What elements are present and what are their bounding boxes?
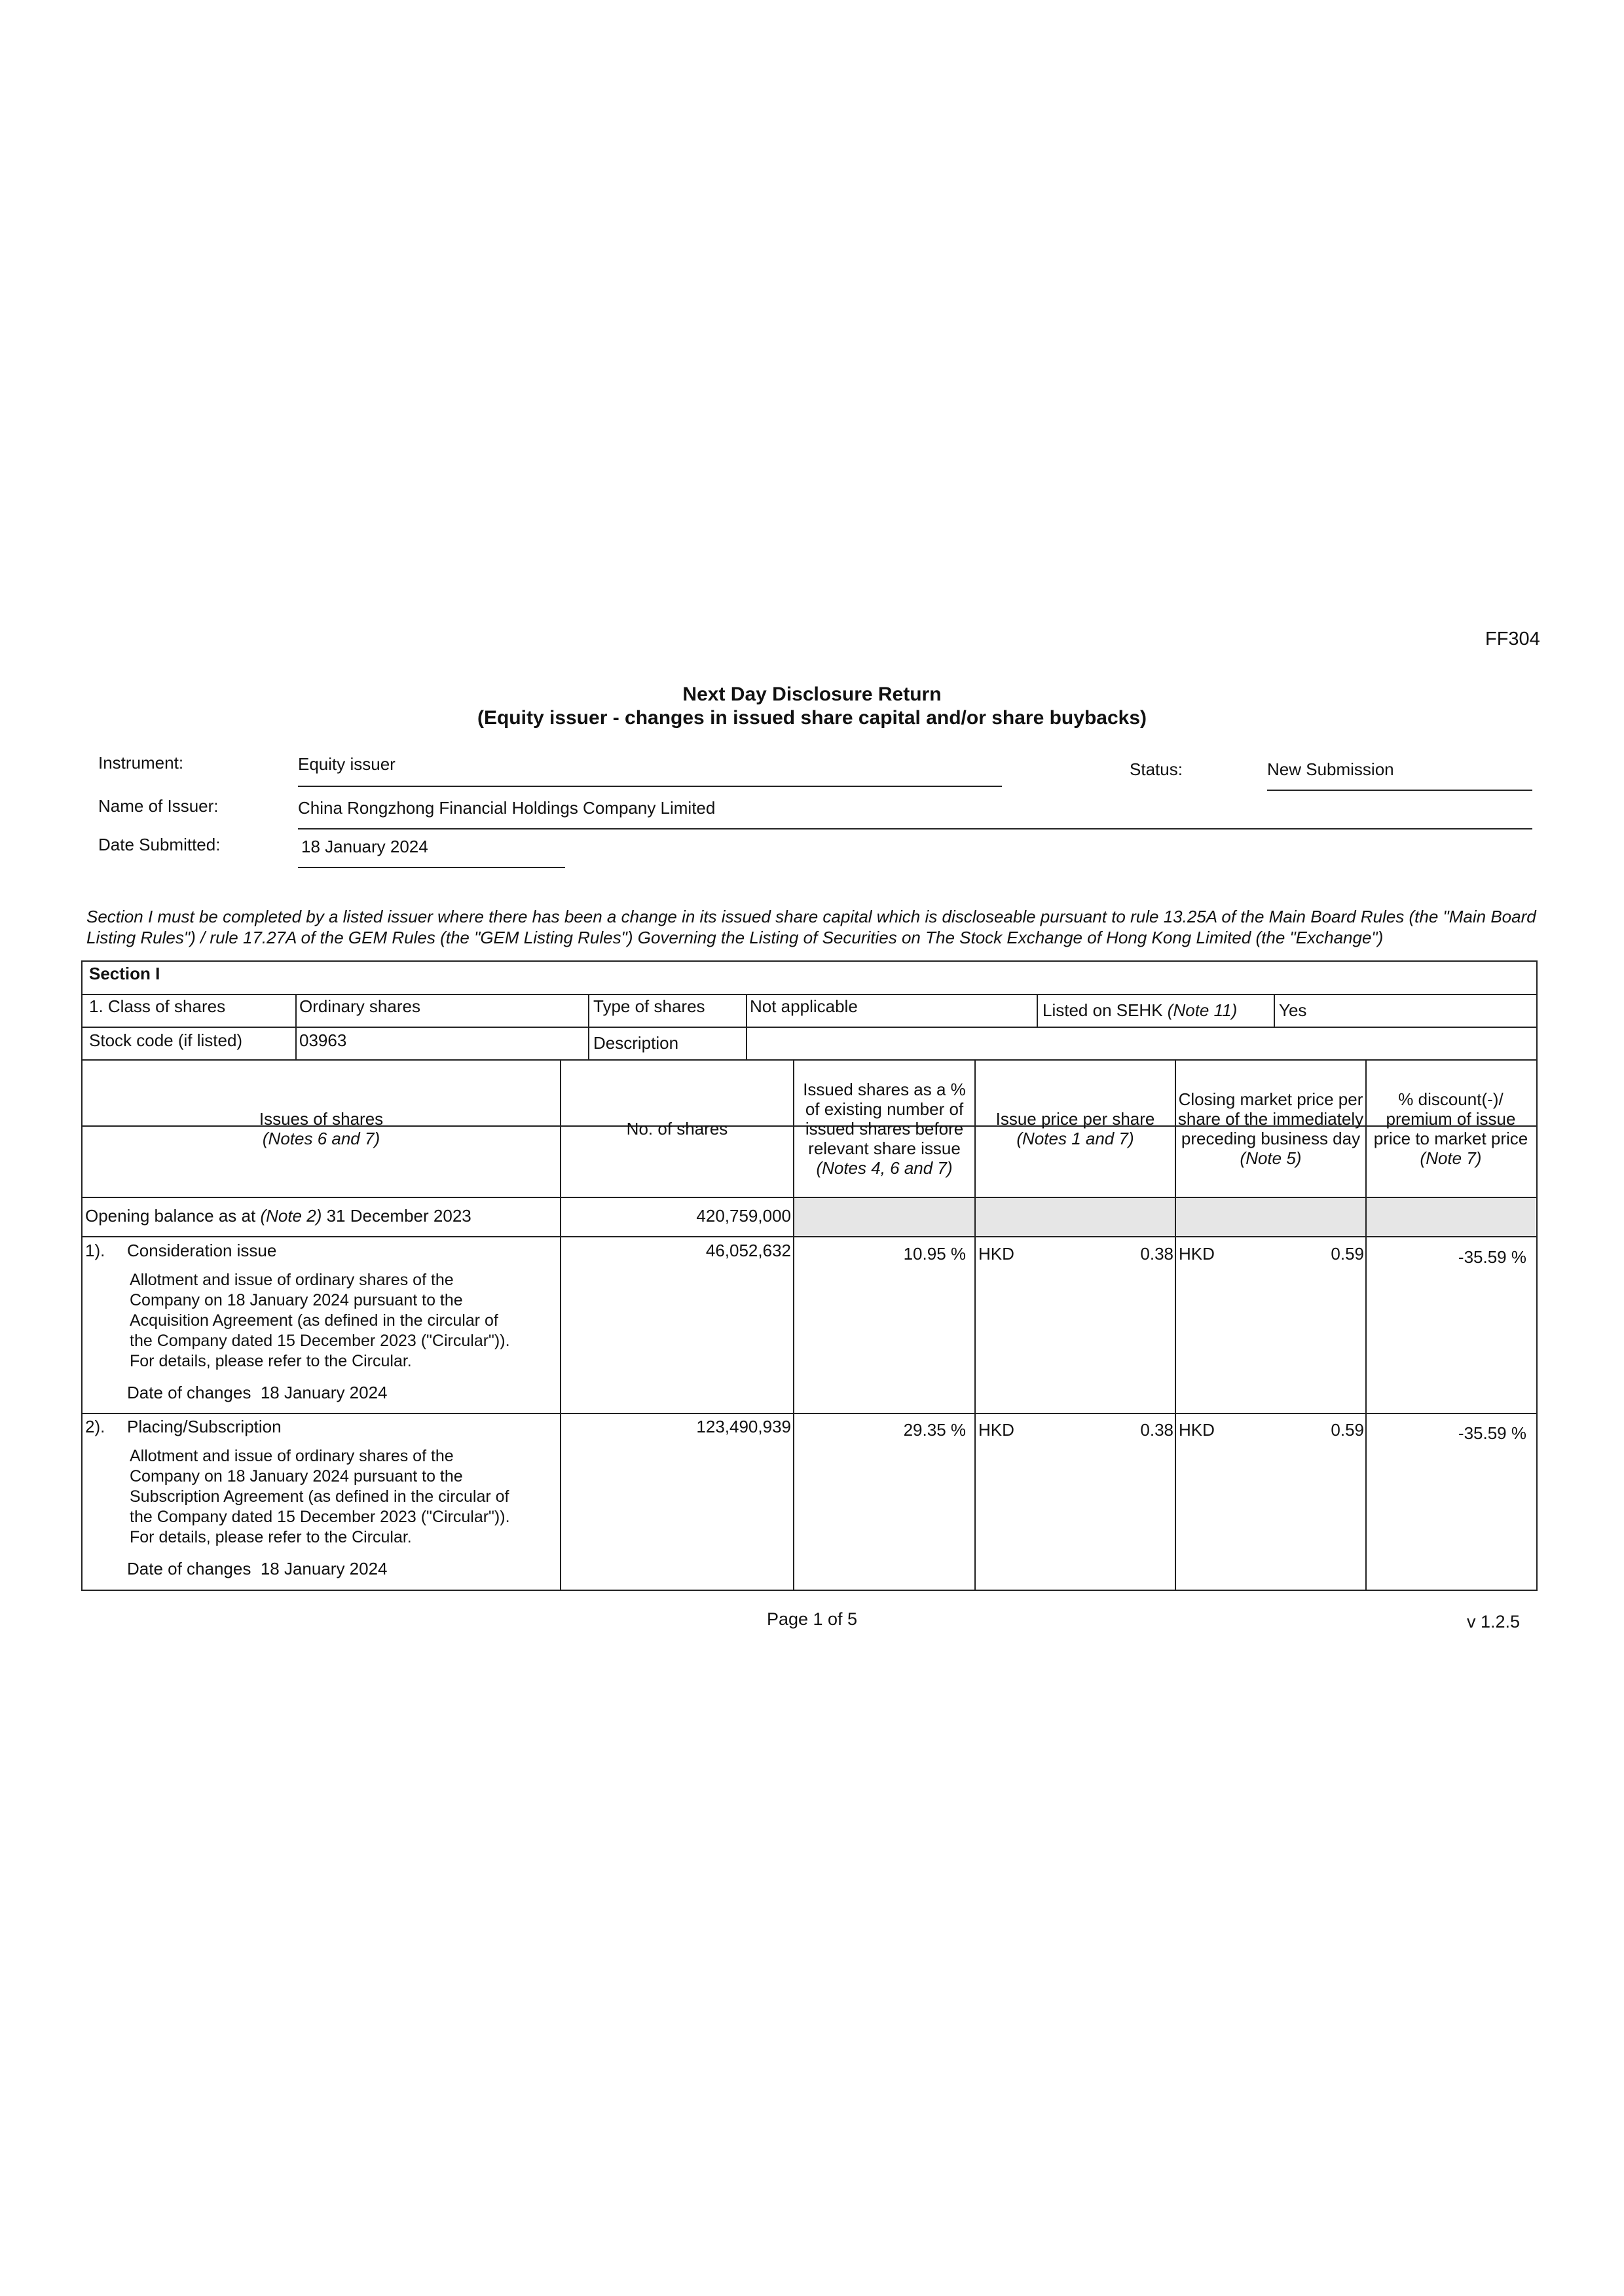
row1-issue-type: Consideration issue (127, 1241, 277, 1260)
row1-close-price: 0.59 (1331, 1244, 1364, 1264)
date-submitted-field (298, 837, 565, 868)
form-code: FF304 (1485, 629, 1540, 649)
date-submitted-label: Date Submitted: (98, 835, 221, 854)
stock-code-label: Stock code (if listed) (89, 1030, 243, 1050)
listed-on-sehk-label: Listed on SEHK (Note 11) (1043, 1000, 1238, 1020)
issuer-label: Name of Issuer: (98, 796, 219, 816)
row2-close-currency: HKD (1179, 1420, 1215, 1440)
issuer-value: China Rongzhong Financial Holdings Company Limited (298, 798, 716, 818)
row1-description: Allotment and issue of ordinary shares of the Company on 18 January 2024 pursuant to the Acquisition Agreement (as defined in the circular of the Company dated 15 December 2023 ("Circular")). For details, please refer to the Circular. (130, 1271, 510, 1370)
stock-code-value: 03963 (299, 1030, 347, 1050)
row1-issue-currency: HKD (978, 1244, 1014, 1264)
row2-index: 2). (85, 1417, 105, 1436)
form-version: v 1.2.5 (1467, 1612, 1521, 1631)
document-subtitle: (Equity issuer - changes in issued share capital and/or share buybacks) (477, 707, 1147, 729)
instrument-field (298, 754, 1002, 787)
row2-issue-type: Placing/Subscription (127, 1417, 282, 1436)
row2-issue-currency: HKD (978, 1420, 1014, 1440)
row2-no-shares: 123,490,939 (696, 1417, 791, 1436)
section-intro-text: Section I must be completed by a listed issuer where there has been a change in its issued share capital which is discloseable pursuant to rule 13.25A of the Main Board Rules (the "Main Board Listing Rules") / rule 17.27A of the GEM Rules (the "GEM Listing Rules") Governing the Listing of Securities on The Stock Exchange of Hong Kong Limited (the "Exchange") (86, 907, 1536, 947)
row1-no-shares: 46,052,632 (705, 1241, 791, 1260)
opening-balance-label: Opening balance as at (Note 2) 31 December 2023 (85, 1206, 471, 1226)
col-header-issues: Issues of shares (Notes 6 and 7) (259, 1109, 384, 1148)
opening-balance-shares: 420,759,000 (696, 1206, 791, 1226)
row2-date-of-changes: Date of changes 18 January 2024 (127, 1559, 388, 1578)
col-header-no-shares: No. of shares (626, 1119, 728, 1139)
listed-on-sehk-value: Yes (1279, 1000, 1307, 1020)
type-of-shares-label: Type of shares (593, 996, 705, 1016)
date-submitted-value: 18 January 2024 (301, 837, 428, 856)
instrument-value: Equity issuer (298, 754, 396, 774)
status-label: Status: (1130, 759, 1183, 779)
col-header-discount: % discount(-)/ premium of issue price to market price (Note 7) (1373, 1089, 1528, 1168)
row1-discount: -35.59 % (1458, 1247, 1526, 1267)
document-title: Next Day Disclosure Return (682, 683, 942, 705)
issuer-field (298, 798, 1532, 829)
page-number: Page 1 of 5 (766, 1609, 858, 1629)
section-title: Section I (89, 964, 160, 983)
row1-index: 1). (85, 1241, 105, 1260)
col-header-issued-pct: Issued shares as a % of existing number of issued shares before relevant share issue (Notes 4, 6 and 7) (803, 1080, 966, 1178)
class-of-shares-value: Ordinary shares (299, 996, 420, 1016)
row1-date-of-changes: Date of changes 18 January 2024 (127, 1383, 388, 1402)
row2-discount: -35.59 % (1458, 1423, 1526, 1443)
status-field (1267, 759, 1532, 791)
row2-issued-pct: 29.35 % (903, 1420, 966, 1440)
col-header-issue-price: Issue price per share (Notes 1 and 7) (995, 1109, 1155, 1148)
class-of-shares-label: 1. Class of shares (89, 996, 226, 1016)
type-of-shares-value: Not applicable (750, 996, 858, 1016)
row2-close-price: 0.59 (1331, 1420, 1364, 1440)
row2-issue-price: 0.38 (1140, 1420, 1173, 1440)
col-header-closing-price: Closing market price per share of the immediately preceding business day (Note 5) (1177, 1089, 1364, 1168)
row1-issued-pct: 10.95 % (903, 1244, 966, 1264)
status-value: New Submission (1267, 759, 1394, 779)
row1-issue-price: 0.38 (1140, 1244, 1173, 1264)
row1-close-currency: HKD (1179, 1244, 1215, 1264)
instrument-label: Instrument: (98, 753, 184, 773)
description-label: Description (593, 1033, 679, 1053)
row2-description: Allotment and issue of ordinary shares of the Company on 18 January 2024 pursuant to the Subscription Agreement (as defined in the circular of the Company dated 15 December 2023 ("Circular")). For details, please refer to the Circular. (130, 1447, 510, 1546)
